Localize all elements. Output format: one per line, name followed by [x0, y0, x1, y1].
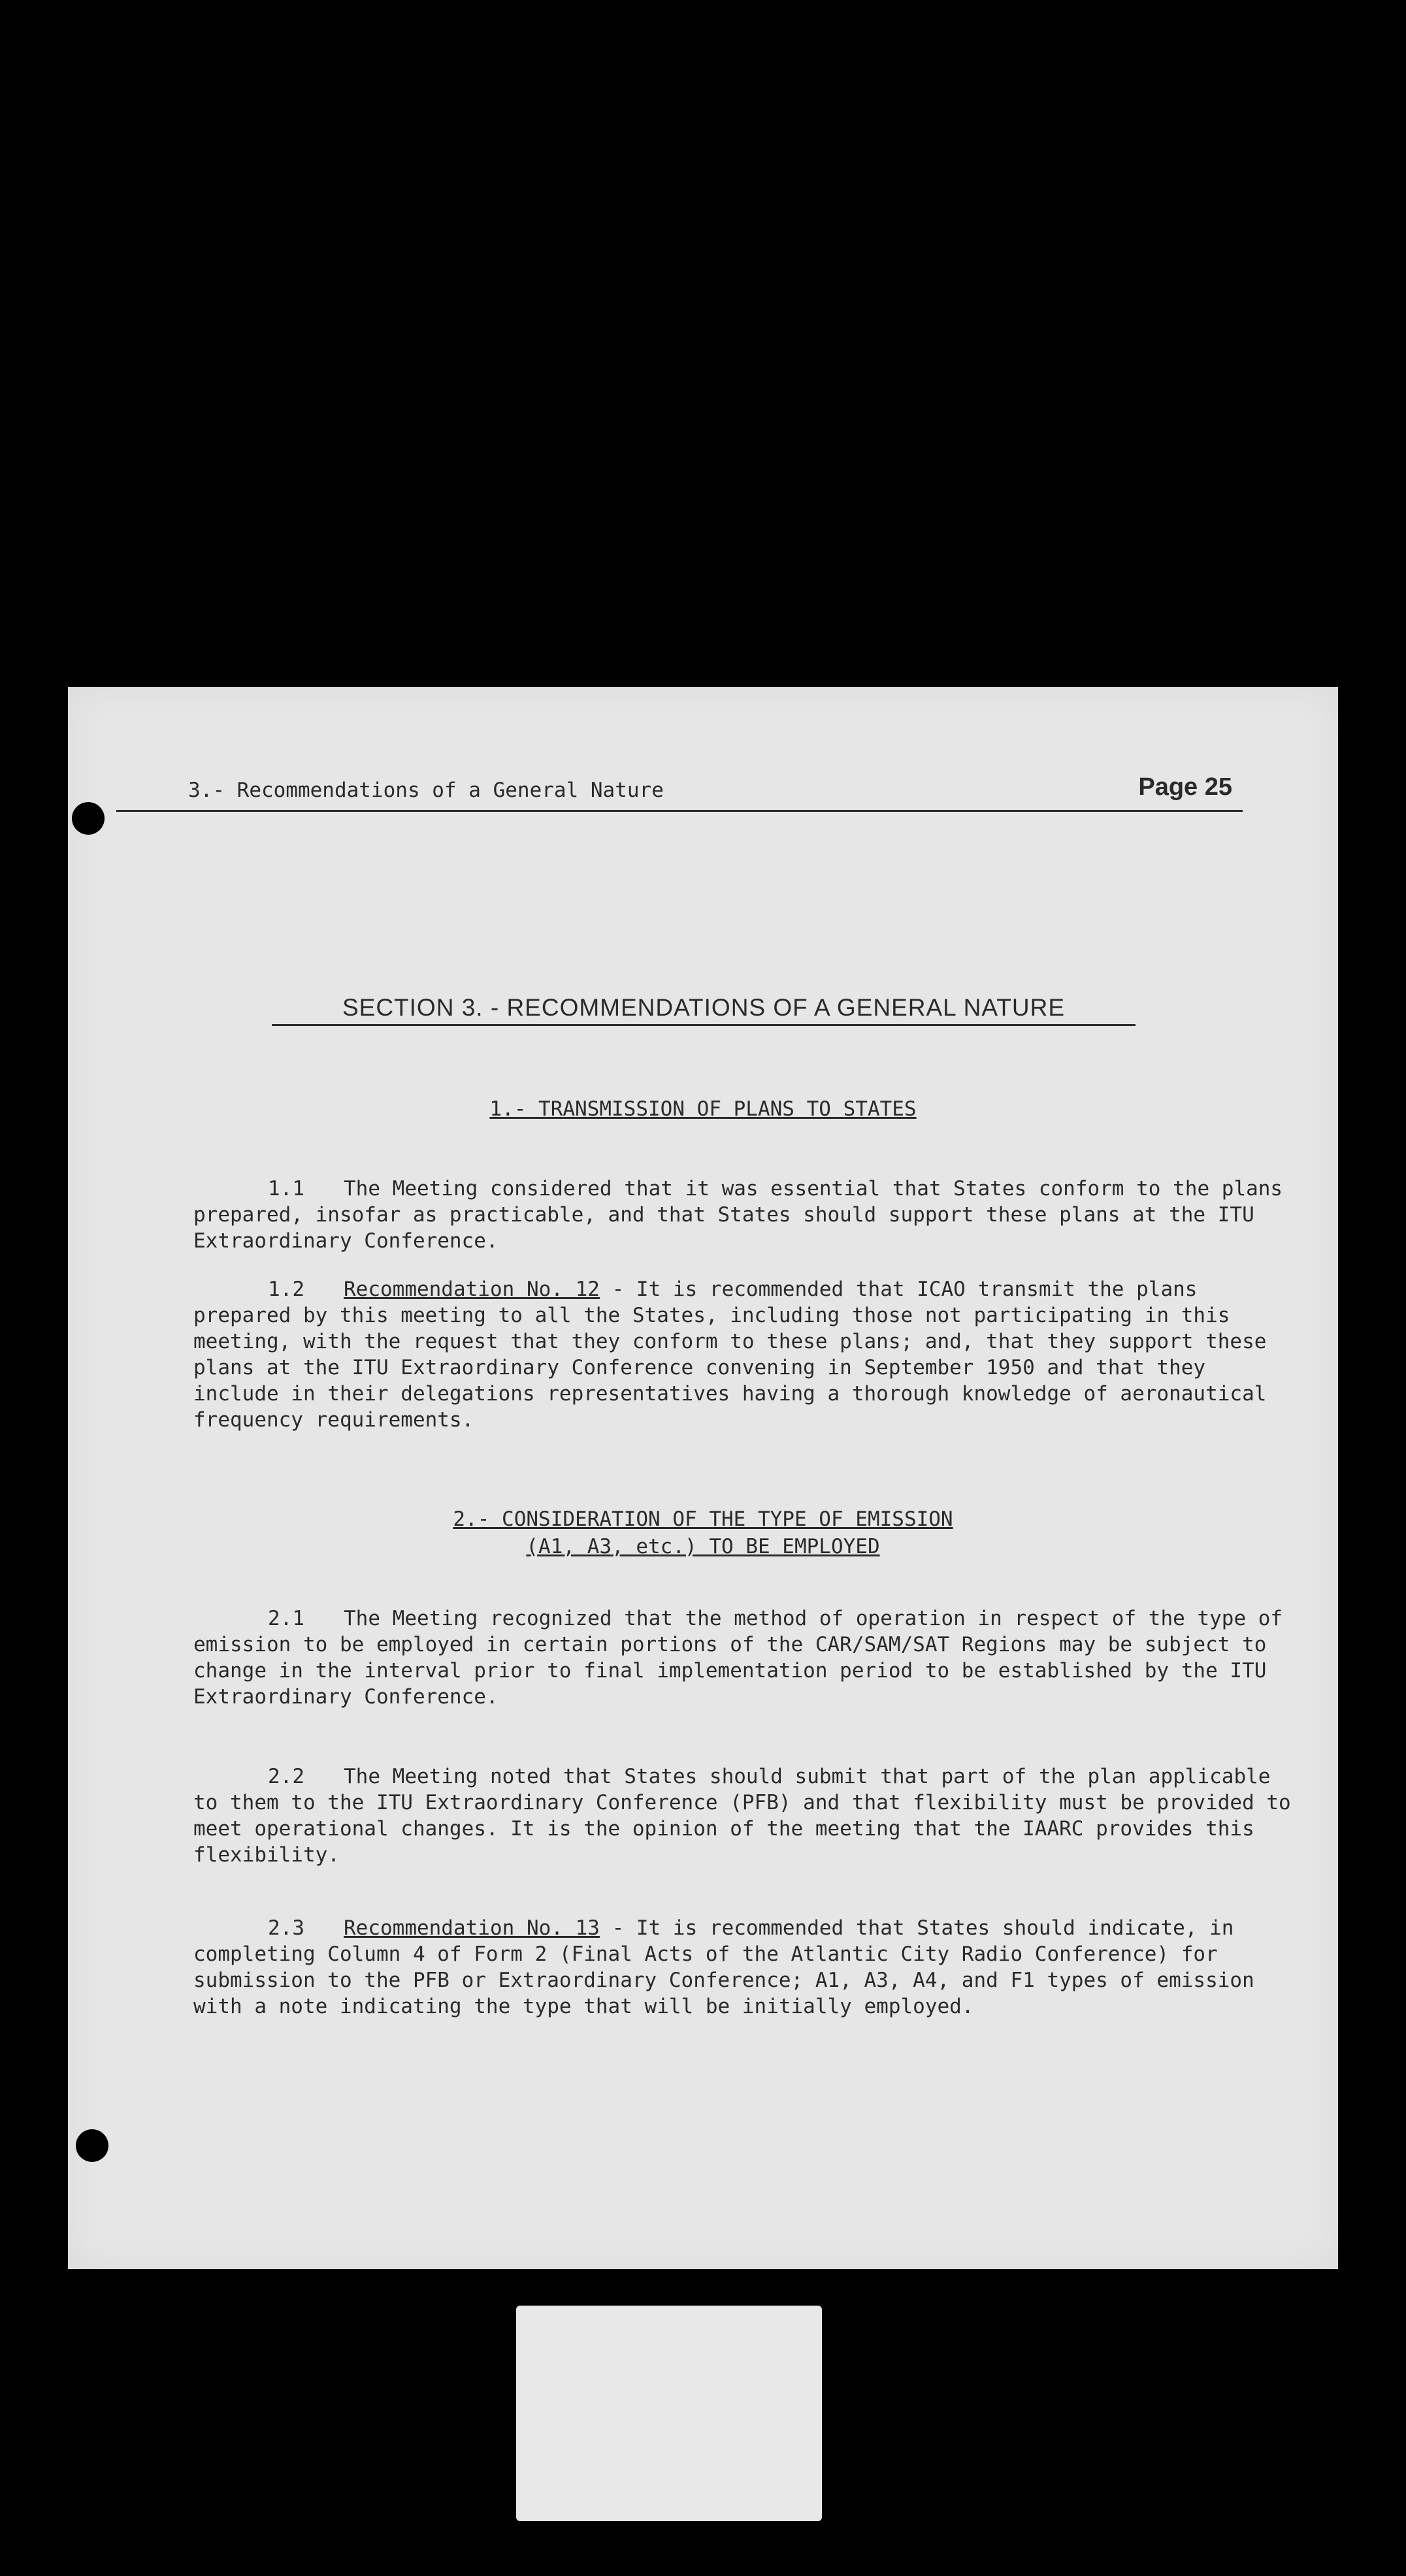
heading-type-of-emission-subtitle: (A1, A3, etc.) TO BE EMPLOYED — [526, 1535, 880, 1558]
paragraph-number: 1.2 — [268, 1278, 304, 1301]
recommendation-label: Recommendation No. 12 — [344, 1278, 600, 1301]
paragraph-number: 2.3 — [268, 1916, 304, 1940]
running-head — [116, 771, 1243, 812]
paragraph-2-1 — [193, 1605, 1295, 1710]
paragraph-text: The Meeting recognized that the method of operation in respect of the type of emission to be employed in certain portions of the CAR/SAM/SAT Regions may be subject to change in the interval prior to final implementation period to be established by the ITU Extraordinary Conference. — [193, 1607, 1295, 1709]
paragraph-1-2 — [193, 1276, 1291, 1433]
heading-transmission-of-plans: 1.- TRANSMISSION OF PLANS TO STATES — [489, 1097, 917, 1121]
paragraph-2-2 — [193, 1763, 1303, 1868]
paragraph-text: - It is recommended that States should indicate, in completing Column 4 of Form 2 (Final Acts of the Atlantic City Radio Conference) for submission to the PFB or Extraordinary Conference; A1, A3, A4, and F1 types of emission with a note indicating the type that will be initially employed. — [193, 1916, 1267, 2018]
punch-hole-top — [72, 802, 105, 835]
section-title: SECTION 3. - RECOMMENDATIONS OF A GENERAL NATURE — [272, 994, 1136, 1026]
paragraph-number: 1.1 — [268, 1177, 304, 1200]
paragraph-1-1 — [193, 1176, 1295, 1254]
paragraph-text: The Meeting noted that States should submit that part of the plan applicable to them to the ITU Extraordinary Conference (PFB) and that flexibility must be provided to meet operational changes. It is the opinion of the meeting that the IAARC provides this flexibility. — [193, 1765, 1303, 1867]
running-head-title: 3.- Recommendations of a General Nature — [188, 779, 664, 802]
paragraph-number: 2.2 — [268, 1765, 304, 1788]
heading-type-of-emission: 2.- CONSIDERATION OF THE TYPE OF EMISSION — [453, 1507, 953, 1531]
recommendation-label: Recommendation No. 13 — [344, 1916, 600, 1940]
paragraph-text: - It is recommended that ICAO transmit the plans prepared by this meeting to all the States, including those not participating in this meeting, with the request that they conform to these plans; and, that they support these plans at the ITU Extraordinary Conference convening in September 1950 and that they include in their delegations representatives having a thorough knowledge of aeronautical frequency requirements. — [193, 1278, 1279, 1432]
paragraph-text: The Meeting considered that it was essential that States conform to the plans prepared, insofar as practicable, and that States should support these plans at the ITU Extraordinary Conference. — [193, 1177, 1295, 1253]
paragraph-number: 2.1 — [268, 1607, 304, 1630]
blank-target-card — [516, 2306, 822, 2521]
paragraph-2-3 — [193, 1915, 1291, 2020]
page-number: Page 25 — [1138, 773, 1232, 801]
punch-hole-bottom — [76, 2129, 108, 2162]
document-page — [68, 687, 1338, 2269]
